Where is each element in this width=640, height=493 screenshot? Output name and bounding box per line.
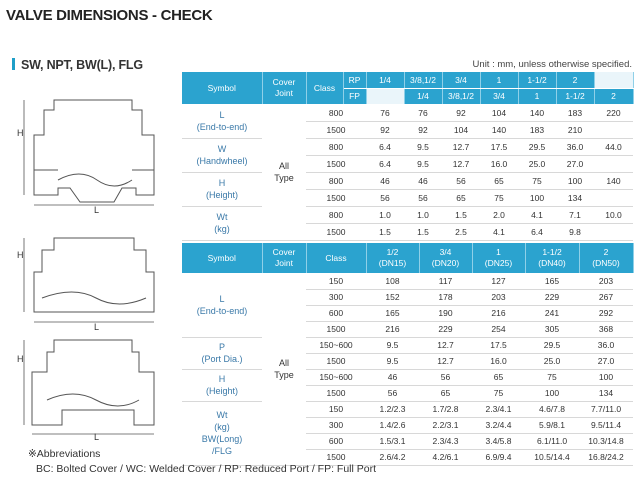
class-cell: 600 <box>306 433 366 449</box>
symbol-cell: L (End-to-end) <box>182 273 262 337</box>
abbreviations-title: ※Abbreviations <box>28 448 101 460</box>
value-cell: 56 <box>442 172 480 189</box>
class-cell: 1500 <box>306 449 366 465</box>
value-cell: 12.7 <box>419 337 472 353</box>
table1-header <box>182 72 633 104</box>
value-cell: 6.4 <box>518 223 556 240</box>
length-label: L <box>94 205 100 215</box>
class-cell: 600 <box>306 305 366 321</box>
unit-note: Unit : mm, unless otherwise specified. <box>472 59 632 70</box>
symbol-header: Symbol <box>182 243 262 273</box>
value-cell: 3.2/4.4 <box>472 417 525 433</box>
value-cell: 292 <box>579 305 633 321</box>
value-cell: 6.4 <box>366 138 404 155</box>
value-cell: 203 <box>579 273 633 289</box>
rp-size: 3/8,1/2 <box>404 72 442 88</box>
value-cell: 9.8 <box>556 223 594 240</box>
symbol-cell: L (End-to-end) <box>182 104 262 138</box>
value-cell: 25.0 <box>525 353 579 369</box>
table-row <box>182 172 633 189</box>
class-cell: 300 <box>306 289 366 305</box>
rp-label: RP <box>343 72 366 88</box>
value-cell: 9.5 <box>404 155 442 172</box>
value-cell: 56 <box>404 189 442 206</box>
value-cell: 56 <box>366 385 419 401</box>
value-cell: 229 <box>419 321 472 337</box>
value-cell: 254 <box>472 321 525 337</box>
class-cell: 1500 <box>306 155 366 172</box>
value-cell: 104 <box>442 121 480 138</box>
class-cell: 1500 <box>306 223 366 240</box>
value-cell: 10.0 <box>594 206 633 223</box>
value-cell: 27.0 <box>556 155 594 172</box>
symbol-cell: Wt (kg) BW(Long) /FLG <box>182 401 262 465</box>
value-cell: 165 <box>525 273 579 289</box>
value-cell: 140 <box>518 104 556 121</box>
value-cell: 7.1 <box>556 206 594 223</box>
value-cell: 75 <box>472 385 525 401</box>
rp-size <box>594 72 633 88</box>
fp-label: FP <box>343 88 366 104</box>
value-cell: 92 <box>442 104 480 121</box>
fp-size: 1/4 <box>404 88 442 104</box>
fp-size: 3/4 <box>480 88 518 104</box>
table1-body <box>182 104 633 240</box>
value-cell: 1.5 <box>442 206 480 223</box>
value-cell: 210 <box>556 121 594 138</box>
cover-type-cell: All Type <box>262 104 306 240</box>
value-cell <box>594 155 633 172</box>
valve-drawing-butt-weld <box>14 230 164 330</box>
symbol-cell: P (Port Dia.) <box>182 337 262 369</box>
value-cell: 56 <box>366 189 404 206</box>
value-cell: 6.1/11.0 <box>525 433 579 449</box>
value-cell: 305 <box>525 321 579 337</box>
value-cell: 1.5 <box>366 223 404 240</box>
value-cell: 4.1 <box>480 223 518 240</box>
class-cell: 150~600 <box>306 337 366 353</box>
value-cell: 75 <box>480 189 518 206</box>
value-cell: 36.0 <box>579 337 633 353</box>
value-cell: 16.0 <box>472 353 525 369</box>
value-cell: 1.7/2.8 <box>419 401 472 417</box>
value-cell: 12.7 <box>442 138 480 155</box>
value-cell: 92 <box>404 121 442 138</box>
value-cell: 9.5/11.4 <box>579 417 633 433</box>
length-label: L <box>94 432 100 440</box>
value-cell: 2.6/4.2 <box>366 449 419 465</box>
value-cell: 10.5/14.4 <box>525 449 579 465</box>
value-cell: 12.7 <box>419 353 472 369</box>
cover-joint-header: Cover Joint <box>262 72 306 104</box>
value-cell: 100 <box>579 369 633 385</box>
value-cell: 3.4/5.8 <box>472 433 525 449</box>
value-cell: 29.5 <box>525 337 579 353</box>
class-cell: 150~600 <box>306 369 366 385</box>
table-row <box>182 369 633 385</box>
size-header: 2 (DN50) <box>579 243 633 273</box>
value-cell: 134 <box>579 385 633 401</box>
size-header: 1 (DN25) <box>472 243 525 273</box>
rp-size: 1/4 <box>366 72 404 88</box>
value-cell: 216 <box>366 321 419 337</box>
value-cell: 76 <box>404 104 442 121</box>
rp-size: 1 <box>480 72 518 88</box>
value-cell: 4.2/6.1 <box>419 449 472 465</box>
table2-header <box>182 243 633 273</box>
value-cell: 134 <box>556 189 594 206</box>
size-header: 1-1/2 (DN40) <box>525 243 579 273</box>
value-cell: 140 <box>594 172 633 189</box>
value-cell: 2.3/4.1 <box>472 401 525 417</box>
value-cell: 92 <box>366 121 404 138</box>
value-cell: 1.0 <box>404 206 442 223</box>
value-cell: 12.7 <box>442 155 480 172</box>
class-cell: 800 <box>306 138 366 155</box>
section-title <box>12 58 143 72</box>
value-cell: 16.8/24.2 <box>579 449 633 465</box>
value-cell: 46 <box>366 369 419 385</box>
value-cell: 44.0 <box>594 138 633 155</box>
value-cell: 183 <box>518 121 556 138</box>
value-cell: 10.3/14.8 <box>579 433 633 449</box>
value-cell <box>594 223 633 240</box>
value-cell: 100 <box>525 385 579 401</box>
value-cell: 9.5 <box>366 353 419 369</box>
value-cell: 46 <box>404 172 442 189</box>
value-cell: 2.0 <box>480 206 518 223</box>
fp-size: 3/8,1/2 <box>442 88 480 104</box>
table-row <box>182 138 633 155</box>
value-cell: 5.9/8.1 <box>525 417 579 433</box>
table-row <box>182 206 633 223</box>
symbol-cell: H (Height) <box>182 172 262 206</box>
value-cell: 27.0 <box>579 353 633 369</box>
cover-type-cell: All Type <box>262 273 306 465</box>
value-cell: 75 <box>518 172 556 189</box>
value-cell <box>594 189 633 206</box>
value-cell: 267 <box>579 289 633 305</box>
symbol-cell: Wt (kg) <box>182 206 262 240</box>
value-cell: 9.5 <box>404 138 442 155</box>
value-cell: 216 <box>472 305 525 321</box>
fp-size: 1 <box>518 88 556 104</box>
value-cell: 25.0 <box>518 155 556 172</box>
class-cell: 1500 <box>306 189 366 206</box>
value-cell: 1.2/2.3 <box>366 401 419 417</box>
value-cell: 100 <box>518 189 556 206</box>
rp-size: 1-1/2 <box>518 72 556 88</box>
class-cell: 300 <box>306 417 366 433</box>
table-row <box>182 401 633 417</box>
value-cell: 6.4 <box>366 155 404 172</box>
rp-size: 3/4 <box>442 72 480 88</box>
class-cell: 150 <box>306 273 366 289</box>
value-cell: 203 <box>472 289 525 305</box>
size-header: 3/4 (DN20) <box>419 243 472 273</box>
value-cell: 140 <box>480 121 518 138</box>
section-title-text: SW, NPT, BW(L), FLG <box>21 58 143 72</box>
value-cell: 4.1 <box>518 206 556 223</box>
rp-size: 2 <box>556 72 594 88</box>
value-cell: 75 <box>525 369 579 385</box>
fp-size <box>366 88 404 104</box>
symbol-cell: H (Height) <box>182 369 262 401</box>
fp-size: 2 <box>594 88 633 104</box>
cover-joint-header: Cover Joint <box>262 243 306 273</box>
value-cell: 65 <box>480 172 518 189</box>
class-cell: 800 <box>306 104 366 121</box>
value-cell: 29.5 <box>518 138 556 155</box>
value-cell: 368 <box>579 321 633 337</box>
value-cell: 17.5 <box>480 138 518 155</box>
abbreviations-text: BC: Bolted Cover / WC: Welded Cover / RP: Reduced Port / FP: Full Port <box>36 463 377 475</box>
section-accent-bar <box>12 58 15 70</box>
class-cell: 150 <box>306 401 366 417</box>
value-cell: 1.5/3.1 <box>366 433 419 449</box>
value-cell: 4.6/7.8 <box>525 401 579 417</box>
value-cell: 220 <box>594 104 633 121</box>
value-cell: 104 <box>480 104 518 121</box>
symbol-header: Symbol <box>182 72 262 104</box>
table-row <box>182 273 633 289</box>
table-row <box>182 104 633 121</box>
class-cell: 1500 <box>306 321 366 337</box>
table2-body <box>182 273 633 465</box>
height-label: H <box>17 354 24 364</box>
value-cell: 108 <box>366 273 419 289</box>
value-cell: 65 <box>472 369 525 385</box>
size-header: 1/2 (DN15) <box>366 243 419 273</box>
value-cell: 100 <box>556 172 594 189</box>
value-cell: 17.5 <box>472 337 525 353</box>
value-cell: 1.4/2.6 <box>366 417 419 433</box>
symbol-cell: W (Handwheel) <box>182 138 262 172</box>
value-cell: 165 <box>366 305 419 321</box>
value-cell: 183 <box>556 104 594 121</box>
value-cell: 65 <box>419 385 472 401</box>
class-cell: 800 <box>306 172 366 189</box>
class-cell: 1500 <box>306 353 366 369</box>
class-cell: 1500 <box>306 385 366 401</box>
value-cell: 36.0 <box>556 138 594 155</box>
value-cell: 56 <box>419 369 472 385</box>
valve-drawing-flanged <box>14 330 164 440</box>
value-cell: 229 <box>525 289 579 305</box>
height-label: H <box>17 128 24 138</box>
class-header: Class <box>306 72 343 104</box>
value-cell: 241 <box>525 305 579 321</box>
value-cell: 6.9/9.4 <box>472 449 525 465</box>
value-cell <box>594 121 633 138</box>
value-cell: 2.5 <box>442 223 480 240</box>
value-cell: 1.0 <box>366 206 404 223</box>
fp-size: 1-1/2 <box>556 88 594 104</box>
value-cell: 2.2/3.1 <box>419 417 472 433</box>
value-cell: 117 <box>419 273 472 289</box>
valve-drawing-socket-weld <box>14 80 164 215</box>
dimensions-table-sw-npt <box>182 72 634 241</box>
value-cell: 9.5 <box>366 337 419 353</box>
value-cell: 76 <box>366 104 404 121</box>
value-cell: 190 <box>419 305 472 321</box>
value-cell: 65 <box>442 189 480 206</box>
value-cell: 16.0 <box>480 155 518 172</box>
class-header: Class <box>306 243 366 273</box>
value-cell: 152 <box>366 289 419 305</box>
table-row <box>182 337 633 353</box>
page-title: VALVE DIMENSIONS - CHECK <box>6 7 213 24</box>
height-label: H <box>17 250 24 260</box>
value-cell: 46 <box>366 172 404 189</box>
value-cell: 2.3/4.3 <box>419 433 472 449</box>
value-cell: 7.7/11.0 <box>579 401 633 417</box>
class-cell: 800 <box>306 206 366 223</box>
dimensions-table-bw-flg <box>182 243 634 466</box>
value-cell: 127 <box>472 273 525 289</box>
length-label: L <box>94 322 100 330</box>
class-cell: 1500 <box>306 121 366 138</box>
value-cell: 1.5 <box>404 223 442 240</box>
value-cell: 178 <box>419 289 472 305</box>
